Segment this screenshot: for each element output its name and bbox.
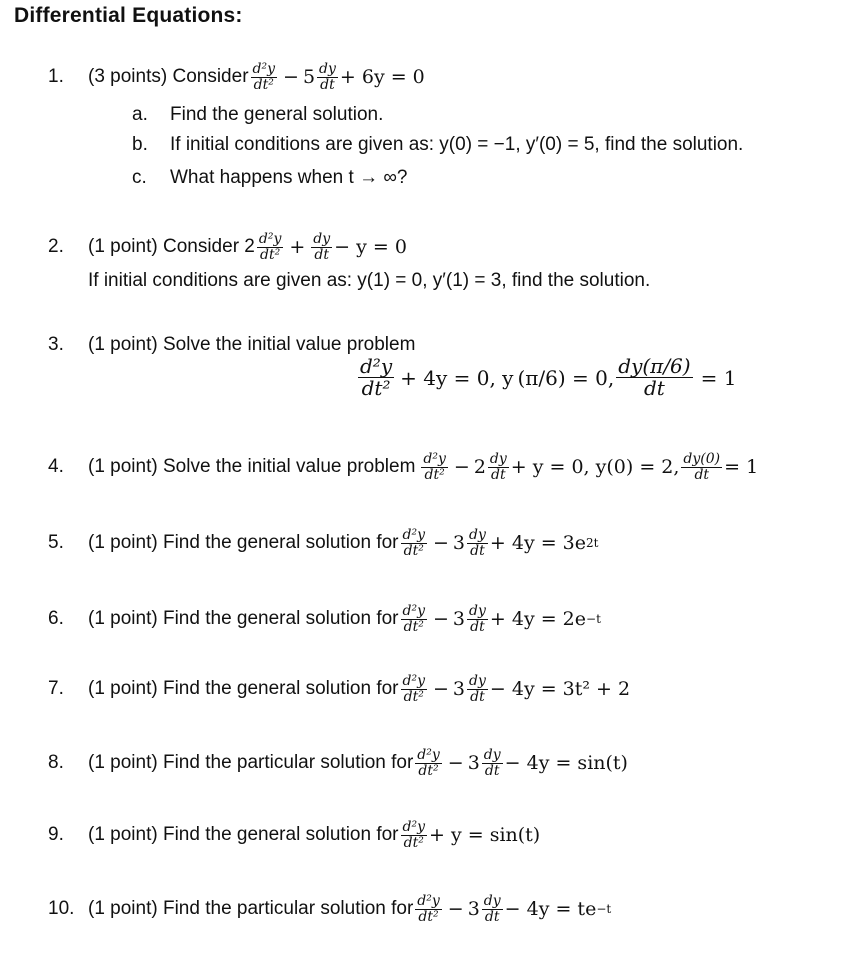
- equation-part: −: [433, 608, 449, 631]
- fraction: [616, 356, 692, 399]
- equation-part: dy(π/6): [618, 354, 691, 378]
- fraction: [488, 452, 509, 482]
- equation-part: 7.: [48, 678, 64, 700]
- equation-part: a.: [132, 104, 148, 125]
- equation-part: (1 point) Find the general solution for: [88, 678, 399, 700]
- equation-part: Find the general solution.: [170, 104, 384, 125]
- equation-part: dt: [694, 466, 710, 483]
- equation-part: 4.: [48, 456, 64, 478]
- equation-part: 8.: [48, 752, 64, 774]
- problem-1-part-a: [14, 104, 383, 126]
- equation-part: dt: [484, 908, 500, 925]
- problem-3-equation: [356, 356, 736, 399]
- fraction: [401, 604, 427, 634]
- fraction: [415, 894, 441, 924]
- equation-part: + 4y = 0, y: [400, 365, 514, 390]
- equation-part: dy: [469, 527, 486, 543]
- problem-2-followup: If initial conditions are given as: y(1) = 0, y′(1) = 3, find the solution.: [88, 270, 651, 291]
- equation-part: +: [289, 236, 306, 259]
- fraction: [467, 604, 488, 634]
- equation-part: 5: [302, 66, 316, 89]
- equation-part: −: [433, 678, 449, 701]
- equation-part: dt²: [253, 76, 274, 93]
- equation-part: 2t: [586, 536, 599, 551]
- equation-part: = 1: [724, 456, 759, 479]
- equation-part: dt²: [403, 542, 424, 559]
- equation-part: 10.: [48, 898, 75, 920]
- equation-part: dy: [483, 893, 501, 909]
- problem-number: 1.: [48, 66, 64, 88]
- equation-part: dy(0): [683, 451, 721, 467]
- page-title: Differential Equations:: [14, 4, 243, 27]
- equation-part: − 4y = sin(t): [504, 752, 628, 775]
- equation-part: dy: [469, 603, 486, 619]
- equation-part: −: [447, 752, 464, 775]
- fraction: [257, 232, 283, 262]
- problem-intro: (3 points) Consider: [88, 66, 249, 88]
- equation-part: dy: [483, 747, 501, 763]
- equation-part: −: [453, 456, 470, 479]
- problem-1: [48, 62, 425, 92]
- problem-8: [48, 748, 628, 778]
- equation-part: 9.: [48, 824, 64, 846]
- equation-part: (1 point) Solve the initial value problem: [88, 456, 416, 478]
- problem-2: [48, 232, 407, 262]
- problem-7: [48, 674, 630, 704]
- equation-part: −t: [596, 902, 612, 917]
- equation-part: (1 point) Solve the initial value problem: [88, 334, 416, 355]
- equation-part: dt: [484, 762, 500, 779]
- equation-part: dy: [319, 61, 336, 77]
- equation-part: d²y: [402, 603, 425, 619]
- equation-part: (1 point) Consider 2: [88, 236, 255, 258]
- equation-part: d²y: [417, 747, 440, 763]
- equation-part: d²y: [252, 61, 276, 77]
- equation-part: dt²: [403, 834, 424, 851]
- equation-part: + y = sin(t): [429, 824, 541, 847]
- equation-part: dt²: [418, 762, 439, 779]
- problem-3: [48, 334, 415, 356]
- equation-part: d²y: [423, 451, 446, 467]
- equation-part: dt²: [403, 688, 424, 705]
- equation-part: (1 point) Find the general solution for: [88, 824, 399, 846]
- problem-5: [48, 528, 598, 558]
- equation-part: 5.: [48, 532, 64, 554]
- equation-part: dt: [320, 76, 335, 93]
- equation-part: 3: [452, 532, 466, 555]
- equation-part: dt: [470, 542, 485, 559]
- problem-6: [48, 604, 601, 634]
- equation-part: −: [433, 532, 449, 555]
- equation-part: b.: [132, 134, 148, 155]
- equation-part: (1 point) Find the general solution for: [88, 608, 399, 630]
- fraction: [358, 356, 394, 399]
- equation-part: dt²: [361, 376, 391, 400]
- equation-part: 3: [467, 752, 480, 775]
- equation-part: 3: [452, 678, 466, 701]
- equation-part: = 1: [700, 365, 737, 390]
- fraction: [415, 748, 441, 778]
- problem-1-part-b: [14, 134, 743, 156]
- equation-part: dy: [489, 451, 507, 467]
- equation-part: + y = 0, y(0) = 2,: [510, 456, 680, 479]
- fraction: [311, 232, 332, 262]
- equation-part: What happens when t → ∞?: [170, 167, 408, 188]
- equation-tail: + 6y = 0: [339, 66, 425, 89]
- equation-part: dt: [314, 246, 330, 263]
- equation-part: (1 point) Find the particular solution for: [88, 898, 414, 920]
- equation-part: 3: [467, 898, 480, 921]
- equation-part: dt²: [418, 908, 439, 925]
- fraction: [401, 528, 427, 558]
- equation-part: − 4y = 3t² + 2: [489, 678, 631, 701]
- fraction: [467, 674, 488, 704]
- problem-1-part-c: [14, 167, 407, 189]
- equation-part: d²y: [402, 527, 425, 543]
- equation-part: −t: [586, 612, 601, 627]
- equation-part: 6.: [48, 608, 64, 630]
- equation-part: (π/6) = 0,: [517, 365, 615, 390]
- equation-part: c.: [132, 167, 147, 188]
- equation-part: 3.: [48, 334, 64, 355]
- equation-part: d²y: [402, 673, 425, 689]
- equation-part: dy: [313, 231, 331, 247]
- equation-part: − y = 0: [334, 236, 407, 259]
- fraction: [401, 674, 427, 704]
- fraction: [401, 820, 427, 850]
- equation-part: d²y: [417, 893, 440, 909]
- problem-10: [48, 894, 611, 924]
- equation-part: dt²: [260, 246, 281, 263]
- fraction-dy-dt: [317, 62, 338, 92]
- equation-part: −: [447, 898, 464, 921]
- fraction: [482, 748, 503, 778]
- equation-part: d²y: [402, 819, 425, 835]
- equation-part: dt: [491, 466, 506, 483]
- equation-part: If initial conditions are given as: y(0) = −1, y′(0) = 5, find the solution.: [170, 134, 744, 155]
- fraction: [421, 452, 447, 482]
- equation-part: (1 point) Find the general solution for: [88, 532, 399, 554]
- equation-part: + 4y = 3e: [489, 532, 587, 555]
- equation-part: + 4y = 2e: [489, 608, 587, 631]
- equation-part: dt: [644, 376, 665, 400]
- equation-part: 2: [473, 456, 486, 479]
- equation-part: − 4y = te: [504, 898, 597, 921]
- equation-part: 3: [452, 608, 466, 631]
- equation-part: 2.: [48, 236, 64, 258]
- fraction: [681, 452, 722, 482]
- equation-part: dt²: [424, 466, 445, 483]
- equation-part: dt: [470, 618, 485, 635]
- problem-4: [48, 452, 758, 482]
- equation-part: dt²: [403, 618, 424, 635]
- fraction-d2y-dt2: [251, 62, 277, 92]
- problem-9: [48, 820, 540, 850]
- equation-part: d²y: [360, 354, 393, 378]
- fraction: [467, 528, 488, 558]
- fraction: [482, 894, 503, 924]
- equation-part: (1 point) Find the particular solution for: [88, 752, 414, 774]
- equation-part: d²y: [258, 231, 282, 247]
- equation-part: −: [283, 66, 299, 89]
- equation-part: dt: [470, 688, 485, 705]
- equation-part: dy: [469, 673, 486, 689]
